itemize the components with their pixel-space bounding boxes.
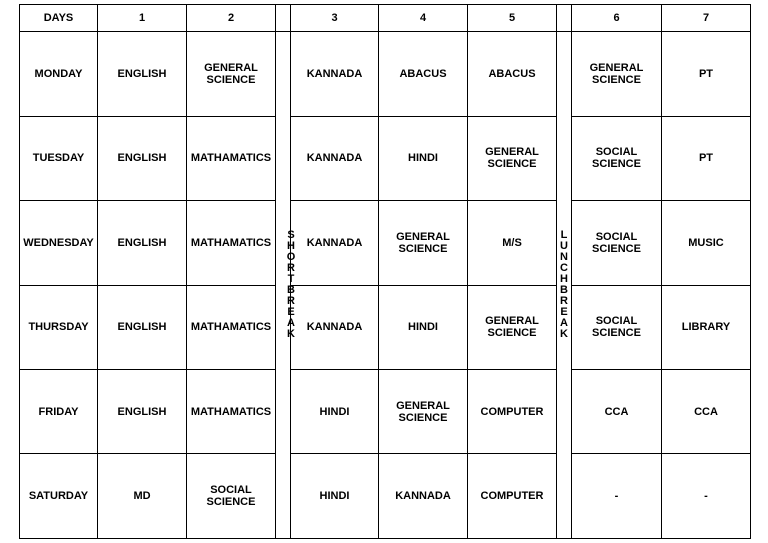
subject-cell: [468, 285, 557, 369]
subject-cell: KANNADA: [291, 32, 379, 116]
table-row: [20, 454, 751, 539]
subject-text: GENERAL SCIENCE: [485, 315, 539, 340]
subject-cell: ENGLISH: [98, 32, 187, 116]
subject-cell: ABACUS: [468, 32, 557, 116]
subject-cell: KANNADA: [291, 116, 379, 200]
subject-cell: KANNADA: [291, 201, 379, 285]
subject-cell: ENGLISH: [98, 116, 187, 200]
subject-cell: ABACUS: [379, 32, 468, 116]
header-period-5: 5: [468, 5, 557, 32]
subject-cell: ENGLISH: [98, 201, 187, 285]
table-row: [20, 116, 751, 200]
subject-cell: HINDI: [379, 285, 468, 369]
short-break-column: [276, 32, 296, 539]
subject-cell: CCA: [662, 370, 751, 454]
subject-cell: HINDI: [291, 454, 379, 539]
subject-cell: MUSIC: [662, 201, 751, 285]
subject-cell: [379, 201, 468, 285]
subject-cell: KANNADA: [379, 454, 468, 539]
subject-cell: ENGLISH: [98, 370, 187, 454]
subject-cell: MATHAMATICS: [187, 201, 276, 285]
header-period-2: 2: [187, 5, 276, 32]
subject-cell: MATHAMATICS: [187, 285, 276, 369]
subject-cell: HINDI: [379, 116, 468, 200]
day-cell: WEDNESDAY: [20, 201, 98, 285]
subject-cell: M/S: [468, 201, 557, 285]
day-cell: SATURDAY: [20, 454, 98, 539]
subject-cell: LIBRARY: [662, 285, 751, 369]
subject-cell: -: [662, 454, 751, 539]
subject-cell: SOCIAL SCIENCE: [572, 201, 662, 285]
subject-cell: ENGLISH: [98, 285, 187, 369]
header-days: DAYS: [20, 5, 98, 32]
header-period-4: 4: [379, 5, 468, 32]
subject-cell: COMPUTER: [468, 370, 557, 454]
timetable: [19, 4, 751, 539]
short-break-label: SHORTBREAK: [286, 229, 296, 341]
subject-cell: PT: [662, 116, 751, 200]
day-cell: MONDAY: [20, 32, 98, 116]
subject-cell: COMPUTER: [468, 454, 557, 539]
subject-text: GENERAL SCIENCE: [589, 61, 644, 86]
header-period-7: 7: [662, 5, 751, 32]
header-period-1: 1: [98, 5, 187, 32]
subject-cell: SOCIAL SCIENCE: [187, 454, 276, 539]
lunch-break-label: LUNCHBREAK: [560, 229, 568, 341]
subject-cell: [468, 116, 557, 200]
table-row: [20, 32, 751, 116]
subject-cell: SOCIAL SCIENCE: [572, 116, 662, 200]
header-period-6: 6: [572, 5, 662, 32]
table-row: [20, 370, 751, 454]
table-row: [20, 201, 751, 285]
subject-cell: MATHAMATICS: [187, 116, 276, 200]
header-period-3: 3: [291, 5, 379, 32]
day-cell: TUESDAY: [20, 116, 98, 200]
subject-cell: [572, 32, 662, 116]
subject-cell: [187, 32, 276, 116]
subject-text: GENERAL SCIENCE: [396, 230, 450, 255]
subject-cell: MATHAMATICS: [187, 370, 276, 454]
header-lunch-break: [557, 5, 572, 32]
subject-cell: PT: [662, 32, 751, 116]
table-row: [20, 285, 751, 369]
subject-cell: HINDI: [291, 370, 379, 454]
day-cell: THURSDAY: [20, 285, 98, 369]
lunch-break-column: [557, 32, 572, 539]
subject-text: GENERAL SCIENCE: [396, 399, 450, 424]
subject-text: GENERAL SCIENCE: [204, 61, 258, 86]
subject-cell: CCA: [572, 370, 662, 454]
subject-cell: SOCIAL SCIENCE: [572, 285, 662, 369]
subject-cell: KANNADA: [291, 285, 379, 369]
header-row: [20, 5, 751, 32]
subject-cell: MD: [98, 454, 187, 539]
subject-text: GENERAL SCIENCE: [485, 146, 539, 171]
header-short-break: [276, 5, 291, 32]
day-cell: FRIDAY: [20, 370, 98, 454]
subject-cell: [379, 370, 468, 454]
subject-cell: -: [572, 454, 662, 539]
